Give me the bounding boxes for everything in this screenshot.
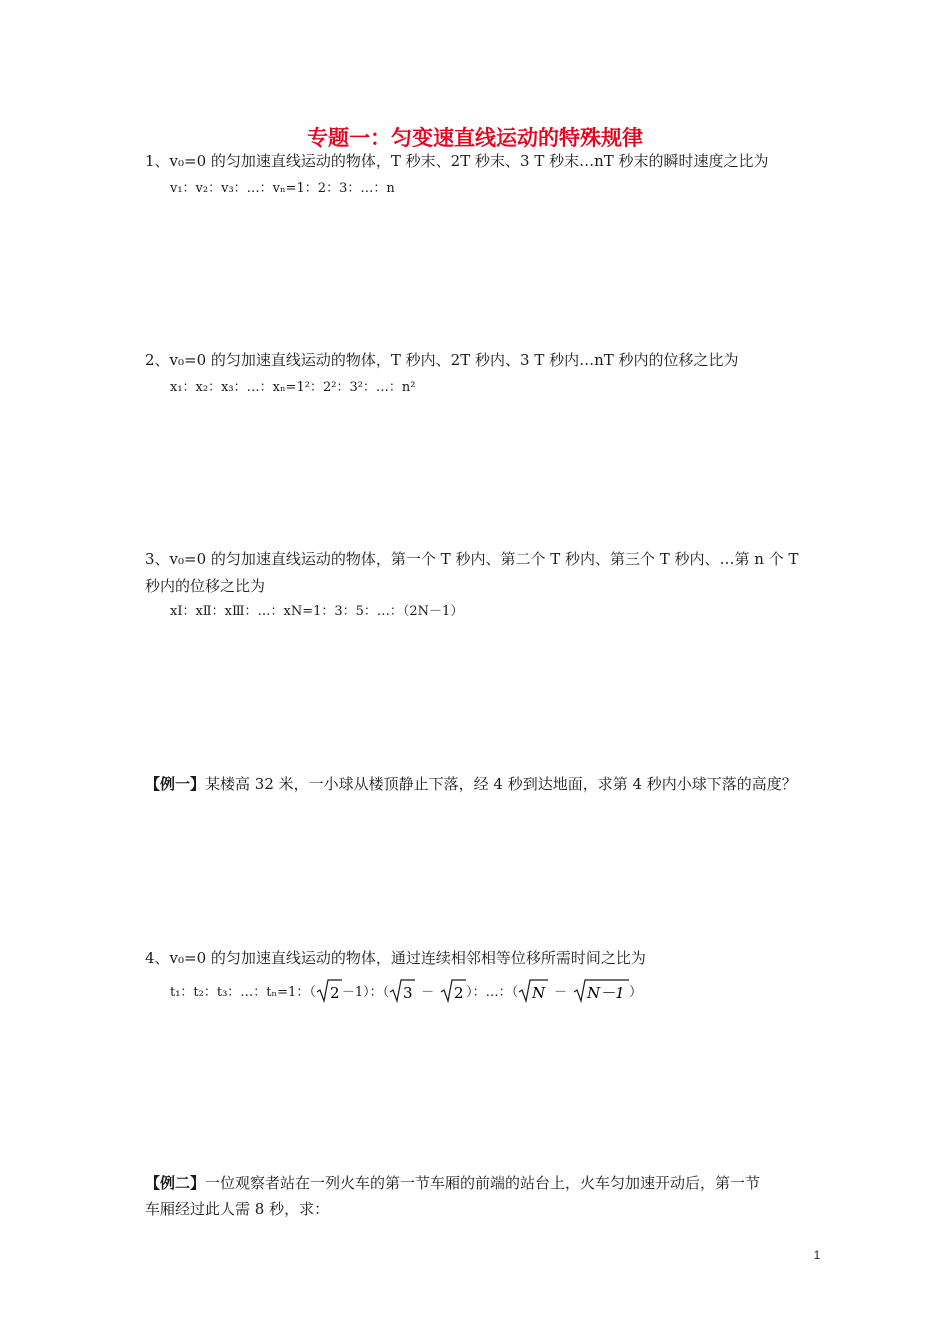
radicand: 2: [454, 984, 464, 1002]
radicand: 3: [403, 984, 413, 1002]
rule-4-formula: [170, 978, 642, 1008]
sqrt-n-term: [518, 977, 548, 1009]
page-number: 1: [813, 1248, 821, 1262]
rule-3-statement-line1: 3、v₀=0 的匀加速直线运动的物体，第一个 T 秒内、第二个 T 秒内、第三个 T 秒内、…第 n 个 T: [145, 550, 799, 568]
sqrt-2-term: [316, 977, 342, 1009]
example-2-text-line1: 一位观察者站在一列火车的第一节车厢的前端的站台上，火车匀加速开动后，第一节: [205, 1174, 761, 1192]
radical-sign-icon: [389, 977, 415, 1003]
minus-sign: －: [554, 985, 568, 1000]
page-title: 专题一：匀变速直线运动的特殊规律: [307, 126, 643, 150]
radical-sign-icon: [316, 977, 342, 1003]
radical-sign-icon: [440, 977, 466, 1003]
example-1: [145, 774, 797, 794]
minus-sign: －: [421, 985, 435, 1000]
example-1-tag: 【例一】: [145, 775, 206, 793]
radicand: N: [532, 984, 546, 1002]
radical-sign-icon: [518, 977, 548, 1003]
radical-sign-icon: [573, 977, 629, 1003]
rule-4-close: ）: [629, 985, 643, 1000]
sqrt-3-term: [389, 977, 415, 1009]
rule-1-statement: 1、v₀=0 的匀加速直线运动的物体，T 秒末、2T 秒末、3 T 秒末…nT 秒末的瞬时速度之比为: [145, 152, 769, 170]
radicand: 2: [329, 984, 340, 1002]
sqrt-n-minus-1-term: [573, 977, 629, 1009]
example-1-text: 某楼高 32 米，一小球从楼顶静止下落，经 4 秒到达地面，求第 4 秒内小球下落的高度？: [205, 775, 797, 793]
radicand: N－1: [587, 984, 625, 1002]
rule-2-statement: 2、v₀=0 的匀加速直线运动的物体，T 秒内、2T 秒内、3 T 秒内…nT 秒内的位移之比为: [145, 351, 739, 369]
rule-4-statement: 4、v₀=0 的匀加速直线运动的物体，通过连续相邻相等位移所需时间之比为: [145, 949, 646, 967]
example-2-tag: 【例二】: [145, 1174, 206, 1192]
rule-4-formula-lead: t₁：t₂：t₃：…：tₙ=1：（: [170, 985, 316, 1000]
rule-3-statement-line2: 秒内的位移之比为: [145, 577, 266, 595]
rule-4-part1-tail: －1）：（: [341, 985, 390, 1000]
rule-2-formula: x₁：x₂：x₃：…：xₙ=1²：2²：3²：…：n²: [170, 380, 416, 395]
example-2-line1: [145, 1173, 760, 1193]
rule-1-formula: v₁：v₂：v₃：…：vₙ=1：2：3：…：n: [170, 181, 395, 196]
rule-4-part2-tail: ）：…：（: [466, 985, 519, 1000]
rule-3-formula: xⅠ：xⅡ：xⅢ：…：xN=1：3：5：…：（2N－1）: [170, 604, 464, 619]
sqrt-2b-term: [440, 977, 466, 1009]
example-2-text-line2: 车厢经过此人需 8 秒，求：: [145, 1200, 330, 1218]
